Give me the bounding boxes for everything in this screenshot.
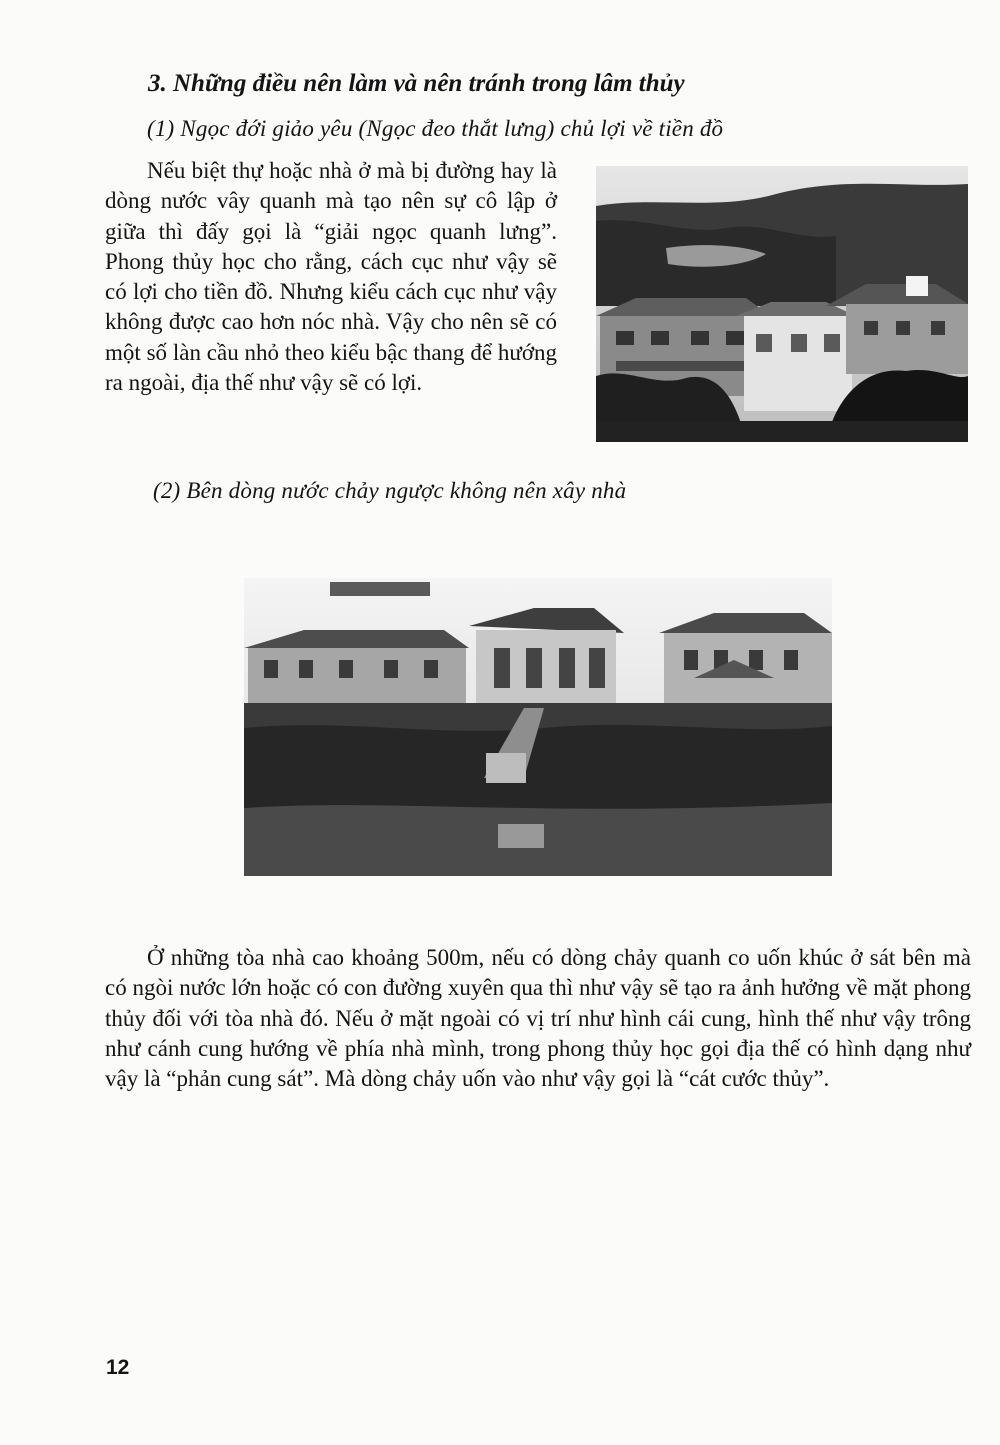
subsection-2-paragraph: Ở những tòa nhà cao khoảng 500m, nếu có dòng chảy quanh co uốn khúc ở sát bên mà có ngòi nước lớn hoặc có con đường xuyên qua thì như vậy sẽ tạo ra ảnh hưởng về mặt phong thủy đối với tòa nhà đó. Nếu ở mặt ngoài có vị trí như hình cái cung, hình thế như vậy trông như cánh cung hướng về phía nhà mình, trong phong thủy học gọi địa thế có hình dạng như vậy là “phản cung sát”. Mà dòng chảy uốn vào như vậy gọi là “cát cước thủy”. [105, 945, 971, 1092]
subsection-1-title: (1) Ngọc đới giảo yêu (Ngọc đeo thắt lưng) chủ lợi về tiền đồ [147, 116, 724, 141]
lakeside-villa-photo [596, 166, 968, 442]
lakeside-villa-image [596, 166, 968, 442]
page-number: 12 [106, 1356, 130, 1379]
subsection-1-paragraph: Nếu biệt thự hoặc nhà ở mà bị đường hay là dòng nước vây quanh mà tạo nên sự cô lập ở giữa thì đấy gọi là “giải ngọc quanh lưng”. Phong thủy học cho rằng, cách cục như vậy sẽ có lợi cho tiền đồ. Nhưng kiểu cách cục như vậy không được cao hơn nóc nhà. Vậy cho nên sẽ có một số làn cầu nhỏ theo kiểu bậc thang để hướng ra ngoài, địa thế như vậy sẽ có lợi. [105, 158, 557, 396]
section-heading: 3. Những điều nên làm và nên tránh trong lâm thủy [148, 70, 685, 97]
subsection-2-title: (2) Bên dòng nước chảy ngược không nên xây nhà [153, 478, 627, 503]
hillside-villas-photo [244, 578, 832, 876]
hillside-villas-image [244, 578, 832, 876]
